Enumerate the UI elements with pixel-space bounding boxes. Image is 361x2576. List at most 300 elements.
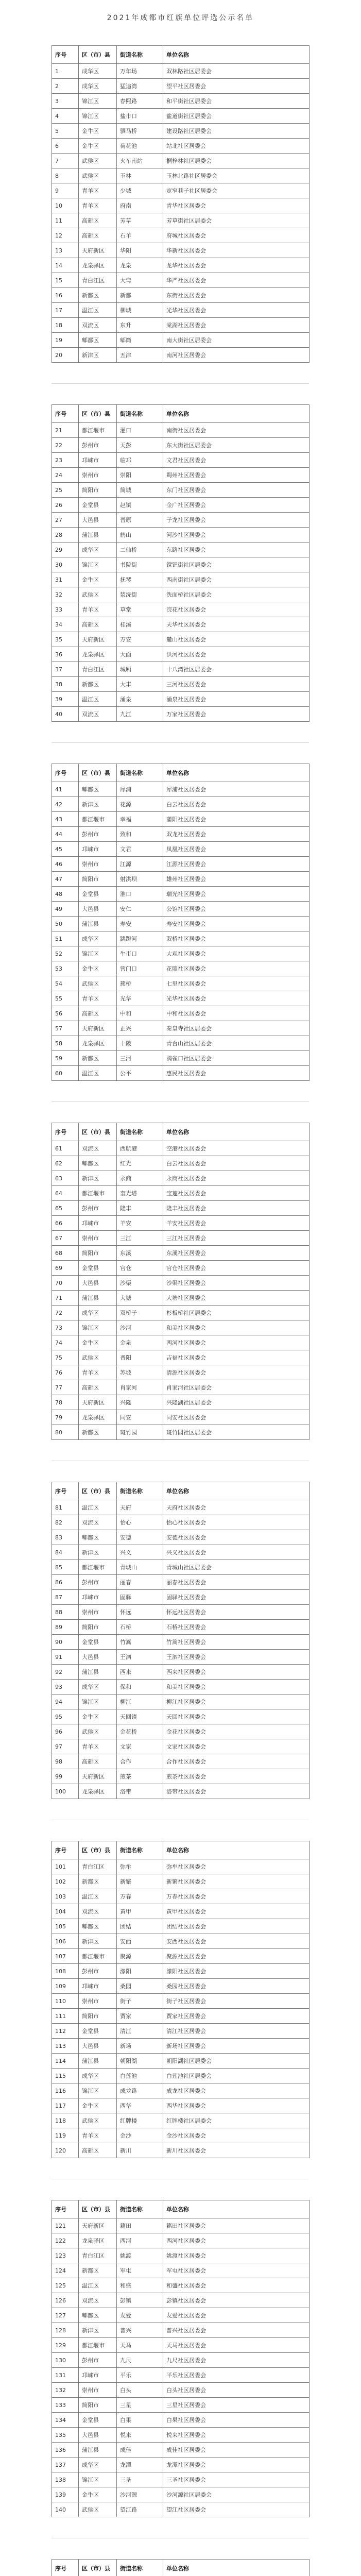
cell-unit: 桂溪	[117, 617, 163, 632]
cell-district: 新津区	[79, 1171, 117, 1186]
cell-district: 都江堰市	[79, 1186, 117, 1201]
cell-no: 137	[52, 2458, 79, 2472]
cell-name: 和美社区居委会	[163, 1320, 310, 1335]
cell-name: 犀浦社区居委会	[163, 782, 310, 797]
column-header-name: 单位名称	[163, 1123, 310, 1141]
cell-unit: 万春	[117, 1889, 163, 1904]
cell-name: 玉林北路社区居委会	[163, 168, 310, 183]
column-header-no: 序号	[52, 1123, 79, 1141]
cell-name: 西华社区居委会	[163, 2098, 310, 2113]
cell-name: 红牌楼社区居委会	[163, 2113, 310, 2128]
cell-name: 友爱社区居委会	[163, 2308, 310, 2323]
cell-district: 青白江区	[79, 273, 117, 288]
cell-unit: 金花桥	[117, 1724, 163, 1739]
cell-unit: 天府	[117, 1500, 163, 1515]
cell-name: 三圣社区居委会	[163, 2472, 310, 2487]
cell-no: 140	[52, 2502, 79, 2517]
cell-name: 羊安社区居委会	[163, 1216, 310, 1231]
cell-no: 93	[52, 1680, 79, 1694]
cell-name: 天回社区居委会	[163, 1709, 310, 1724]
cell-unit: 新川	[117, 2143, 163, 2158]
cell-district: 青羊区	[79, 1365, 117, 1380]
cell-district: 新都区	[79, 2263, 117, 2278]
cell-name: 白头社区居委会	[163, 2383, 310, 2398]
cell-unit: 双桥子	[117, 1306, 163, 1320]
cell-no: 15	[52, 273, 79, 288]
cell-name: 江源社区居委会	[163, 857, 310, 872]
cell-name: 涌泉社区居委会	[163, 692, 310, 707]
table-row	[52, 1724, 310, 1739]
table-row	[52, 782, 310, 797]
table-row	[52, 2398, 310, 2413]
cell-name: 子龙社区居委会	[163, 513, 310, 528]
cell-district: 锦江区	[79, 946, 117, 961]
cell-district: 温江区	[79, 2278, 117, 2293]
cell-no: 135	[52, 2428, 79, 2443]
cell-name: 新场社区居委会	[163, 2039, 310, 2054]
cell-no: 21	[52, 423, 79, 438]
cell-no: 9	[52, 183, 79, 198]
column-header-district: 区（市）县	[79, 1841, 117, 1859]
cell-no: 61	[52, 1141, 79, 1156]
cell-no: 28	[52, 528, 79, 543]
table-row	[52, 1365, 310, 1380]
cell-unit: 望江路	[117, 2502, 163, 2517]
cell-unit: 东升	[117, 318, 163, 333]
cell-district: 青白江区	[79, 662, 117, 677]
cell-district: 郫都区	[79, 1919, 117, 1934]
cell-unit: 天彭	[117, 438, 163, 453]
table-block	[51, 404, 309, 722]
cell-unit: 晋阳	[117, 1350, 163, 1365]
cell-unit: 濛阳	[117, 1964, 163, 1979]
table-row	[52, 572, 310, 587]
cell-unit: 籍田	[117, 2218, 163, 2233]
cell-unit: 和盛	[117, 2278, 163, 2293]
cell-unit: 东溪	[117, 1246, 163, 1261]
table-row	[52, 1246, 310, 1261]
cell-no: 84	[52, 1545, 79, 1560]
cell-district: 武侯区	[79, 976, 117, 991]
cell-no: 75	[52, 1350, 79, 1365]
table-row	[52, 917, 310, 931]
table-row	[52, 946, 310, 961]
cell-unit: 临邛	[117, 453, 163, 468]
cell-district: 都江堰市	[79, 812, 117, 827]
cell-unit: 大面	[117, 647, 163, 662]
cell-no: 33	[52, 602, 79, 617]
table-row	[52, 1231, 310, 1246]
cell-unit: 洛带	[117, 1784, 163, 1799]
cell-district: 新都区	[79, 677, 117, 692]
cell-unit: 浆洗街	[117, 587, 163, 602]
cell-name: 新繁社区居委会	[163, 1874, 310, 1889]
cell-name: 洛带社区居委会	[163, 1784, 310, 1799]
cell-district: 成华区	[79, 79, 117, 94]
cell-unit: 犀浦	[117, 782, 163, 797]
cell-name: 固驿社区居委会	[163, 1590, 310, 1605]
cell-district: 都江堰市	[79, 1949, 117, 1964]
cell-unit: 简城	[117, 483, 163, 498]
cell-no: 14	[52, 258, 79, 273]
cell-no: 19	[52, 333, 79, 348]
cell-unit: 竹篙	[117, 1635, 163, 1650]
cell-unit: 石羊	[117, 228, 163, 243]
cell-district: 金牛区	[79, 572, 117, 587]
cell-no: 108	[52, 1964, 79, 1979]
award-table	[51, 1123, 310, 1440]
table-row	[52, 857, 310, 872]
table-row	[52, 707, 310, 722]
cell-district: 武侯区	[79, 1350, 117, 1365]
table-row	[52, 2487, 310, 2502]
cell-name: 惠民社区居委会	[163, 1066, 310, 1081]
table-row	[52, 1919, 310, 1934]
cell-no: 125	[52, 2278, 79, 2293]
cell-name: 竹篙社区居委会	[163, 1635, 310, 1650]
cell-name: 双林路社区居委会	[163, 64, 310, 79]
cell-unit: 府南	[117, 198, 163, 213]
cell-no: 50	[52, 917, 79, 931]
cell-district: 简阳市	[79, 483, 117, 498]
cell-no: 64	[52, 1186, 79, 1201]
cell-name: 青华社区居委会	[163, 198, 310, 213]
table-row	[52, 1560, 310, 1575]
cell-unit: 王泗	[117, 1650, 163, 1665]
cell-unit: 青城山	[117, 1560, 163, 1575]
cell-district: 彭州市	[79, 438, 117, 453]
cell-name: 官仓社区居委会	[163, 1261, 310, 1276]
cell-name: 兴隆湖社区居委会	[163, 1395, 310, 1410]
cell-name: 万春社区居委会	[163, 1889, 310, 1904]
table-block	[51, 2559, 309, 2576]
table-row	[52, 1201, 310, 1216]
table-row	[52, 1635, 310, 1650]
table-row	[52, 647, 310, 662]
cell-district: 新都区	[79, 288, 117, 303]
cell-no: 117	[52, 2098, 79, 2113]
cell-name: 青城山社区居委会	[163, 1560, 310, 1575]
cell-unit: 苏坡	[117, 1365, 163, 1380]
cell-unit: 普兴	[117, 2323, 163, 2338]
cell-name: 煎茶社区居委会	[163, 1769, 310, 1784]
cell-name: 石桥社区居委会	[163, 1620, 310, 1635]
cell-unit: 华阳	[117, 243, 163, 258]
cell-district: 简阳市	[79, 2398, 117, 2413]
cell-no: 85	[52, 1560, 79, 1575]
cell-district: 蒲江县	[79, 917, 117, 931]
column-header-unit: 街道名称	[117, 2200, 163, 2218]
cell-district: 温江区	[79, 1500, 117, 1515]
cell-no: 90	[52, 1635, 79, 1650]
cell-name: 大观社区居委会	[163, 946, 310, 961]
cell-no: 91	[52, 1650, 79, 1665]
cell-name: 镋钯街社区居委会	[163, 557, 310, 572]
cell-no: 32	[52, 587, 79, 602]
cell-name: 东路社区居委会	[163, 543, 310, 557]
table-row	[52, 288, 310, 303]
cell-name: 吉福社区居委会	[163, 1350, 310, 1365]
table-row	[52, 2353, 310, 2368]
cell-district: 锦江区	[79, 1694, 117, 1709]
cell-name: 浣花社区居委会	[163, 602, 310, 617]
cell-unit: 斑竹园	[117, 1425, 163, 1440]
cell-unit: 致和	[117, 827, 163, 842]
cell-district: 金堂县	[79, 1261, 117, 1276]
cell-name: 南街社区居委会	[163, 423, 310, 438]
cell-unit: 兴义	[117, 1545, 163, 1560]
table-row	[52, 1620, 310, 1635]
cell-no: 30	[52, 557, 79, 572]
cell-name: 南大街社区居委会	[163, 333, 310, 348]
table-row	[52, 2293, 310, 2308]
column-header-unit: 街道名称	[117, 1482, 163, 1500]
cell-no: 114	[52, 2054, 79, 2069]
cell-name: 桐梓林社区居委会	[163, 154, 310, 168]
cell-unit: 沙河源	[117, 2487, 163, 2502]
cell-name: 麓山社区居委会	[163, 632, 310, 647]
cell-unit: 新场	[117, 2039, 163, 2054]
table-row	[52, 2428, 310, 2443]
cell-no: 44	[52, 827, 79, 842]
table-row	[52, 2218, 310, 2233]
cell-name: 十八湾社区居委会	[163, 662, 310, 677]
column-header-district: 区（市）县	[79, 764, 117, 782]
cell-district: 彭州市	[79, 1964, 117, 1979]
cell-no: 115	[52, 2069, 79, 2083]
table-block	[51, 1841, 309, 2158]
cell-district: 天府新区	[79, 632, 117, 647]
cell-unit: 抚琴	[117, 572, 163, 587]
cell-no: 11	[52, 213, 79, 228]
section-divider	[51, 1101, 309, 1102]
table-block	[51, 2200, 309, 2517]
cell-district: 高新区	[79, 1380, 117, 1395]
table-row	[52, 468, 310, 483]
cell-name: 普兴社区居委会	[163, 2323, 310, 2338]
cell-district: 高新区	[79, 228, 117, 243]
cell-unit: 白莲池	[117, 2069, 163, 2083]
table-row	[52, 228, 310, 243]
cell-no: 62	[52, 1156, 79, 1171]
cell-name: 彭镇社区居委会	[163, 2293, 310, 2308]
cell-no: 71	[52, 1291, 79, 1306]
cell-no: 133	[52, 2398, 79, 2413]
cell-district: 双流区	[79, 1904, 117, 1919]
cell-district: 邛崃市	[79, 453, 117, 468]
table-row	[52, 587, 310, 602]
cell-no: 12	[52, 228, 79, 243]
table-row	[52, 1680, 310, 1694]
table-row	[52, 198, 310, 213]
cell-district: 新津区	[79, 1545, 117, 1560]
cell-name: 龙华社区居委会	[163, 258, 310, 273]
cell-district: 新津区	[79, 797, 117, 812]
table-blocks	[51, 45, 309, 2576]
table-row	[52, 1754, 310, 1769]
cell-district: 温江区	[79, 1889, 117, 1904]
cell-unit: 光华	[117, 991, 163, 1006]
column-header-name: 单位名称	[163, 1482, 310, 1500]
cell-name: 宝莲社区居委会	[163, 1186, 310, 1201]
cell-no: 18	[52, 318, 79, 333]
cell-district: 青羊区	[79, 198, 117, 213]
cell-unit: 大弯	[117, 273, 163, 288]
table-row	[52, 1769, 310, 1784]
cell-district: 都江堰市	[79, 1560, 117, 1575]
cell-no: 132	[52, 2383, 79, 2398]
cell-unit: 天马	[117, 2338, 163, 2353]
cell-name: 两河社区居委会	[163, 1335, 310, 1350]
cell-unit: 簇桥	[117, 976, 163, 991]
cell-unit: 晋原	[117, 513, 163, 528]
cell-unit: 跳蹬河	[117, 931, 163, 946]
cell-district: 锦江区	[79, 1320, 117, 1335]
award-table	[51, 45, 310, 363]
cell-no: 42	[52, 797, 79, 812]
cell-district: 成华区	[79, 64, 117, 79]
cell-no: 34	[52, 617, 79, 632]
cell-name: 河沙社区居委会	[163, 528, 310, 543]
table-row	[52, 1665, 310, 1680]
table-row	[52, 2143, 310, 2158]
cell-unit: 桑园	[117, 1979, 163, 1994]
cell-unit: 玉林	[117, 168, 163, 183]
cell-no: 23	[52, 453, 79, 468]
table-row	[52, 513, 310, 528]
cell-no: 37	[52, 662, 79, 677]
cell-name: 洗面桥社区居委会	[163, 587, 310, 602]
cell-no: 36	[52, 647, 79, 662]
cell-name: 双龙社区居委会	[163, 827, 310, 842]
table-row	[52, 1874, 310, 1889]
cell-name: 团结社区居委会	[163, 1919, 310, 1934]
column-header-unit: 街道名称	[117, 1841, 163, 1859]
table-row	[52, 1276, 310, 1291]
cell-unit: 奎光塔	[117, 1186, 163, 1201]
cell-no: 7	[52, 154, 79, 168]
cell-name: 府城社区居委会	[163, 228, 310, 243]
cell-no: 53	[52, 961, 79, 976]
cell-no: 13	[52, 243, 79, 258]
cell-district: 武侯区	[79, 168, 117, 183]
cell-name: 新川社区居委会	[163, 2143, 310, 2158]
cell-district: 大邑县	[79, 1276, 117, 1291]
cell-name: 白云社区居委会	[163, 797, 310, 812]
cell-no: 95	[52, 1709, 79, 1724]
cell-name: 金广社区居委会	[163, 498, 310, 513]
table-row	[52, 812, 310, 827]
cell-unit: 天回镇	[117, 1709, 163, 1724]
cell-no: 116	[52, 2083, 79, 2098]
table-row	[52, 2338, 310, 2353]
cell-unit: 火车南站	[117, 154, 163, 168]
cell-no: 82	[52, 1515, 79, 1530]
column-header-no: 序号	[52, 1841, 79, 1859]
award-table	[51, 764, 310, 1081]
table-row	[52, 1306, 310, 1320]
cell-name: 弥牟社区居委会	[163, 1859, 310, 1874]
cell-no: 101	[52, 1859, 79, 1874]
table-row	[52, 1216, 310, 1231]
cell-unit: 保和	[117, 1680, 163, 1694]
cell-no: 113	[52, 2039, 79, 2054]
cell-no: 51	[52, 931, 79, 946]
cell-district: 金牛区	[79, 124, 117, 139]
cell-unit: 九尺	[117, 2353, 163, 2368]
cell-unit: 三河	[117, 1051, 163, 1066]
cell-unit: 公平	[117, 1066, 163, 1081]
column-header-unit: 街道名称	[117, 1123, 163, 1141]
column-header-name: 单位名称	[163, 764, 310, 782]
table-row	[52, 1515, 310, 1530]
cell-no: 104	[52, 1904, 79, 1919]
cell-district: 天府新区	[79, 1395, 117, 1410]
cell-name: 沙河源社区居委会	[163, 2487, 310, 2502]
table-row	[52, 1964, 310, 1979]
cell-no: 22	[52, 438, 79, 453]
cell-unit: 少城	[117, 183, 163, 198]
cell-name: 万家社区居委会	[163, 707, 310, 722]
table-row	[52, 2263, 310, 2278]
table-block	[51, 45, 309, 363]
table-row	[52, 1934, 310, 1949]
cell-unit: 大丰	[117, 677, 163, 692]
table-row	[52, 64, 310, 79]
cell-district: 崇州市	[79, 857, 117, 872]
table-row	[52, 1171, 310, 1186]
cell-district: 温江区	[79, 1066, 117, 1081]
column-header-no: 序号	[52, 764, 79, 782]
cell-district: 大邑县	[79, 513, 117, 528]
cell-district: 金堂县	[79, 1635, 117, 1650]
cell-name: 丽春社区居委会	[163, 1575, 310, 1590]
table-row	[52, 976, 310, 991]
cell-no: 43	[52, 812, 79, 827]
cell-district: 双流区	[79, 2293, 117, 2308]
cell-unit: 贾家	[117, 2009, 163, 2024]
cell-no: 29	[52, 543, 79, 557]
cell-unit: 五津	[117, 348, 163, 363]
cell-name: 西南街社区居委会	[163, 572, 310, 587]
cell-name: 七里社区居委会	[163, 976, 310, 991]
cell-no: 24	[52, 468, 79, 483]
section-divider	[51, 742, 309, 743]
cell-district: 金牛区	[79, 961, 117, 976]
table-block	[51, 1482, 309, 1799]
cell-unit: 沙河	[117, 1320, 163, 1335]
table-row	[52, 1380, 310, 1395]
cell-name: 空港社区居委会	[163, 1141, 310, 1156]
cell-unit: 街子	[117, 1994, 163, 2009]
cell-unit: 合作	[117, 1754, 163, 1769]
cell-district: 崇州市	[79, 1994, 117, 2009]
cell-no: 4	[52, 109, 79, 124]
cell-district: 彭州市	[79, 1575, 117, 1590]
table-header-row	[52, 2200, 310, 2218]
cell-unit: 中和	[117, 1006, 163, 1021]
cell-unit: 悦来	[117, 2428, 163, 2443]
cell-district: 新津区	[79, 2323, 117, 2338]
cell-unit: 彭镇	[117, 2293, 163, 2308]
cell-unit: 万安	[117, 632, 163, 647]
cell-unit: 江源	[117, 857, 163, 872]
cell-no: 107	[52, 1949, 79, 1964]
cell-no: 98	[52, 1754, 79, 1769]
table-row	[52, 318, 310, 333]
table-row	[52, 2323, 310, 2338]
cell-district: 锦江区	[79, 557, 117, 572]
